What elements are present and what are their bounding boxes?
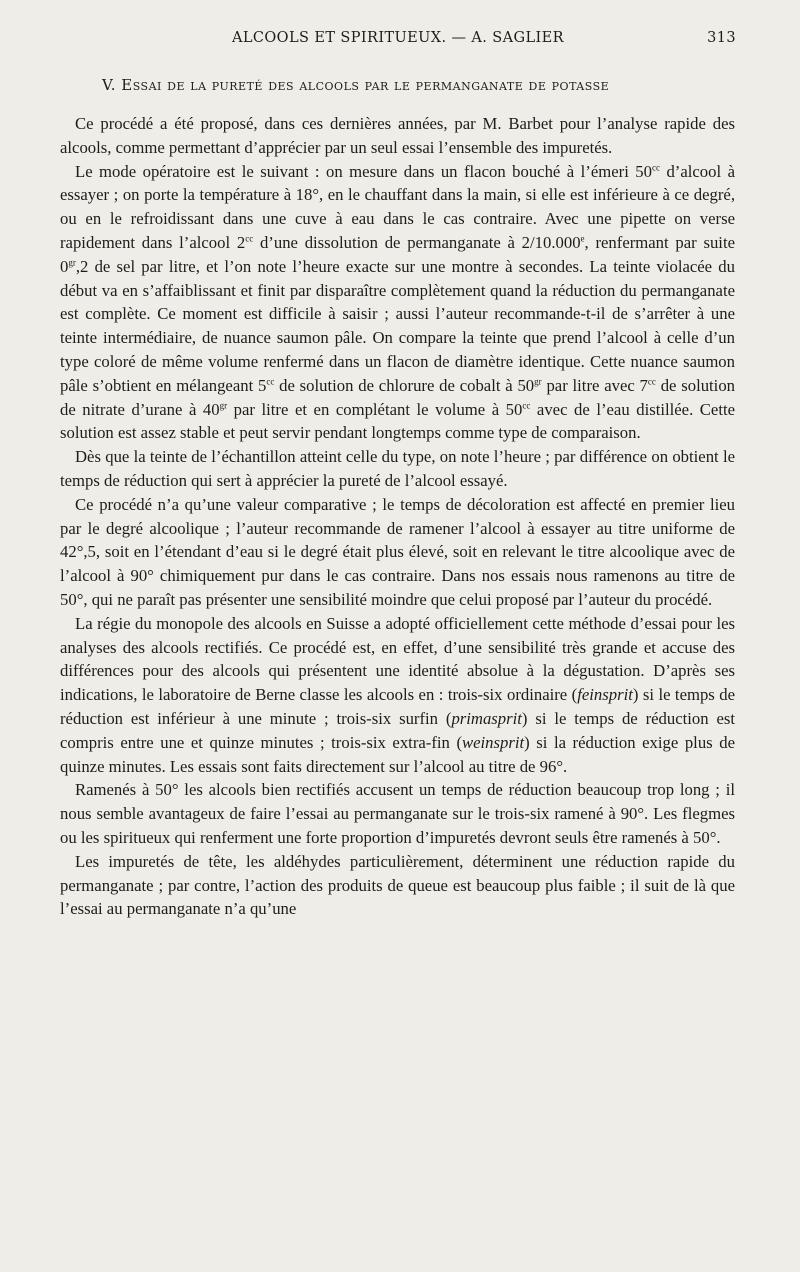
paragraph-text: de solution de nitrate d’urane à 40 [60,375,736,419]
paragraph-text: Ce procédé a été proposé, dans ces dernières années, par M. Barbet pour l’analyse rapide des alcools, comme permettant d’apprécier par un seul essai l’ensemble des impuretés. [60,114,735,157]
paragraph-text: ) si le temps de réduction est compris entre une et quinze minutes ; trois-six extra-fin ( [60,708,735,752]
paragraph [60,778,735,849]
paragraph [60,112,735,160]
unit-superscript: cc [522,400,531,410]
paragraph-text: Ramenés à 50° les alcools bien rectifiés accusent un temps de réduction beaucoup trop long ; il nous semble avantageux de faire l’essai au permanganate sur le trois-six ramené à 90°. Les flegmes ou les spiritueux qui renferment une forte proportion d’impuretés devront seuls être ramenés à 50°. [60,780,735,847]
unit-superscript: cc [245,233,254,244]
italic-term: primasprit [451,708,522,728]
paragraph-text: de solution de chlorure de cobalt à 50 [274,375,535,395]
running-title: ALCOOLS ET SPIRITUEUX. — A. SAGLIER [232,30,564,46]
running-header [60,30,736,54]
unit-superscript: cc [647,376,656,387]
unit-superscript: gr [219,400,228,410]
paragraph [60,160,735,446]
paragraph-text: Le mode opératoire est le suivant : on mesure dans un flacon bouché à l’émeri 50 [75,161,652,181]
paragraph-text: Les impuretés de tête, les aldéhydes particulièrement, déterminent une réduction rapide du permanganate ; par contre, l’action des produits de queue est beaucoup plus faible ; il suit de là que l’essai au permanganate n’a qu’une [60,851,735,919]
paragraph [60,493,735,612]
paragraph-text: ) si le temps de réduction est inférieur à une minute ; trois-six surfin ( [60,685,735,728]
section-number: V. [102,76,116,94]
paragraph-text: avec de l’eau distillée. Cette solution est assez stable et peut servir pendant longtemps comme type de comparaison. [60,399,736,443]
paragraph-text: par litre et en complétant le volume à 50 [227,399,523,419]
page-number: 313 [707,30,736,46]
section-heading [102,76,722,94]
unit-superscript: cc [651,162,660,173]
paragraph-text: d’une dissolution de permanganate à 2/10.000 [253,232,581,252]
unit-superscript: gr [534,376,542,387]
body-text [60,112,735,921]
paragraph-text: d’alcool à essayer ; on porte la température à 18°, en le chauffant dans la main, si elle est inférieure à ce degré, ou en le refroidissant dans une cuve à eau dans le cas contraire. Avec une pipette on verse rapidement dans l’alcool 2 [60,161,735,252]
paragraph-text: Ce procédé n’a qu’une valeur comparative ; le temps de décoloration est affecté en premier lieu par le degré alcoolique ; l’auteur recommande de ramener l’alcool à essayer au titre uniforme de 42°,5, soit en l’étendant d’eau si le degré était plus élevé, soit en relevant le titre alcoolique avec de l’alcool à 90° chimiquement pur dans le cas contraire. Dans nos essais nous ramenons au titre de 50°, qui ne paraît pas présenter une sensibilité moindre que celui proposé par l’auteur du procédé. [60,494,735,609]
paragraph-text: , renfermant par suite 0 [60,232,735,276]
italic-term: feinsprit [577,685,633,705]
paragraph-text: ) si la réduction exige plus de quinze minutes. Les essais sont faits directement sur l’alcool au titre de 96°. [60,732,735,776]
italic-term: weinsprit [462,732,525,752]
section-title-text: Essai de la pureté des alcools par le permanganate de potasse [121,76,610,94]
unit-superscript: e [580,233,585,244]
paragraph-text: par litre avec 7 [541,375,648,395]
paragraph [60,850,735,921]
paragraph-text: La régie du monopole des alcools en Suisse a adopté officiellement cette méthode d’essai pour les analyses des alcools rectifiés. Ce procédé est, en effet, d’une sensibilité très grande et accuse des différences pour des alcools qui présentent une identité absolue à la dégustation. D’après ses indications, le laboratoire de Berne classe les alcools en : trois-six ordinaire ( [60,613,735,705]
paragraph [60,612,735,779]
unit-superscript: cc [266,376,275,387]
paragraph-text: ,2 de sel par litre, et l’on note l’heure exacte sur une montre à secondes. La teinte violacée du début va en s’affaiblissant et finit par disparaître complètement quand la réduction du permanganate est complète. Ce moment est difficile à saisir ; aussi l’auteur recommande-t-il de s’arrêter à une teinte intermédiaire, de nuance saumon pâle. On compare la teinte que prend l’alcool à celle d’un type coloré de même volume renfermé dans un flacon de diamètre identique. Cette nuance saumon pâle s’obtient en mélangeant 5 [60,256,735,395]
unit-superscript: gr [68,257,76,268]
paragraph-text: Dès que la teinte de l’échantillon atteint celle du type, on note l’heure ; par différence on obtient le temps de réduction qui sert à apprécier la pureté de l’alcool essayé. [60,447,735,490]
paragraph [60,445,735,493]
